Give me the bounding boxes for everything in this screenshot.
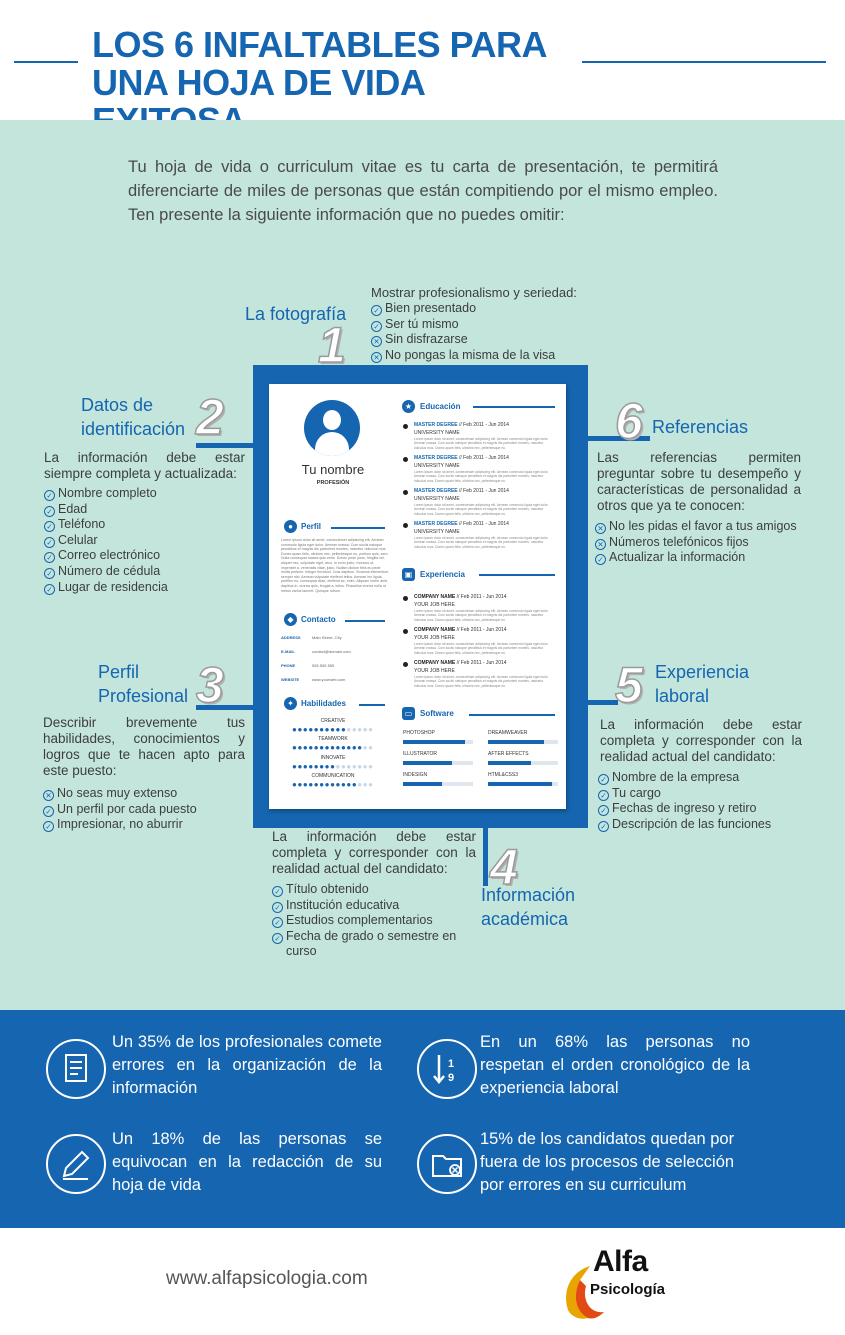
check-circle-icon: ✓	[272, 886, 283, 897]
logo-word: Alfa	[593, 1245, 648, 1278]
check-circle-icon: ✓	[598, 821, 609, 832]
title-line-2: UNA HOJA DE VIDA	[92, 62, 425, 103]
number-2: 2	[196, 389, 224, 445]
svg-text:1: 1	[448, 1058, 455, 1070]
edu-place: UNIVERSITY NAME	[414, 463, 460, 469]
bullet	[403, 662, 408, 667]
list-item-text: Números telefónicos fijos	[609, 534, 749, 549]
list-item-text: Un perfil por cada puesto	[57, 801, 197, 816]
list-item-text: Fechas de ingreso y retiro	[612, 801, 757, 816]
software-bar	[488, 761, 558, 765]
section-2-title-line-1: Datos de	[81, 395, 154, 415]
bullet	[403, 523, 408, 528]
check-circle-icon: ✓	[598, 805, 609, 816]
entry-text: Lorem ipsum dolor sit amet, consectetuer adipiscing elit. Aenean commodo ligula eget dolor. Aenean massa. Cum sociis natoque penatibus et magnis dis parturient montes, nascetur ridiculus mus. Donec quam felis, ultricies nec, pellentesque eu.	[414, 609, 549, 622]
list-item	[44, 502, 168, 518]
section-2-title-line-2: identificación	[81, 419, 186, 439]
software-bar	[488, 782, 558, 786]
exp-company: COMPANY NAME // Feb 2011 - Jun 2014	[414, 660, 507, 666]
list-item	[371, 317, 555, 333]
list-item-text: Bien presentado	[385, 301, 477, 315]
section-4-title-line-2: académica	[481, 909, 569, 929]
skills-icon: ✦	[284, 697, 297, 710]
contact-label: ADDRESS	[281, 635, 301, 640]
edu-degree: MASTER DEGREE // Feb 2011 - Jun 2014	[414, 488, 509, 494]
software-label: ILLUSTRATOR	[403, 751, 437, 757]
list-item-text: No seas muy extenso	[57, 786, 178, 800]
section-1-intro: Mostrar profesionalismo y seriedad:	[371, 285, 577, 300]
check-circle-icon: ✓	[272, 902, 283, 913]
list-item	[371, 332, 555, 348]
divider	[359, 704, 385, 706]
software-bar	[403, 782, 473, 786]
resume-sample	[269, 384, 566, 809]
software-bar	[403, 740, 473, 744]
contact-label: WEBSITE	[281, 677, 300, 682]
software-bar	[403, 761, 473, 765]
resume-perfil-text: Lorem ipsum dolor sit amet, consectetuer adipiscing elit. Aenean commodo ligula eget dolor. Aenean massa. Cum sociis natoque penatibus et magnis dis parturient montes, nascetur ridiculus mus. Donec quam felis, ultricies nec, pellentesque eu, pretium quis, sem. Nulla consequat massa quis enim. Donec pede justo, fringilla vel, aliquet nec, vulputate eget, arcu. In enim justo, rhoncus ut, imperdiet a, venenatis vitae, justo. Nullam dictum felis eu pede mollis pretium. Integer tincidunt. Cras dapibus. Vivamus elementum semper nisi. Aenean vulputate eleifend tellus. Aenean leo ligula, porttitor eu, consequat vitae, eleifend ac, enim. Aliquam lorem ante, dapibus in, viverra quis, feugiat a, tellus. Phasellus viverra nulla ut metus varius laoreet. Quisque rutrum.	[281, 538, 389, 593]
header	[0, 0, 845, 120]
number-3: 3	[196, 657, 224, 713]
check-circle-icon: ✓	[43, 806, 54, 817]
edu-degree: MASTER DEGREE // Feb 2011 - Jun 2014	[414, 455, 509, 461]
contact-label: E-MAIL	[281, 649, 295, 654]
location-pin-icon: ◆	[284, 613, 297, 626]
pencil-icon	[46, 1134, 106, 1194]
list-item	[44, 580, 168, 596]
check-circle-icon: ✓	[598, 790, 609, 801]
check-circle-icon: ✓	[44, 490, 55, 501]
list-item	[43, 817, 197, 833]
cross-circle-icon: ✕	[595, 523, 606, 534]
list-item-text: Nombre de la empresa	[612, 770, 740, 784]
skill-label: TEAMWORK	[318, 736, 348, 742]
number-5: 5	[615, 657, 643, 713]
resume-experiencia-title: Experiencia	[420, 570, 465, 579]
bullet	[403, 629, 408, 634]
list-item-text: Edad	[58, 501, 88, 516]
cross-circle-icon: ✕	[43, 790, 54, 801]
title-line-1: LOS 6 INFALTABLES PARA	[92, 24, 548, 65]
resume-perfil-title: Perfil	[301, 522, 322, 531]
bullet	[403, 596, 408, 601]
section-5-list	[598, 770, 771, 832]
briefcase-icon: ▣	[402, 568, 415, 581]
folder-cross-icon	[417, 1134, 477, 1194]
section-3-text: Describir brevemente tus habilidades, conocimientos y logros que te hacen apto para este puesto:	[43, 715, 245, 778]
section-2-title	[81, 393, 185, 441]
intro-text: Tu hoja de vida o curriculum vitae es tu carta de presentación, te permitirá diferenciarte de miles de personas que están compitiendo por el mismo empleo. Ten presente la siguiente información que no puedes omitir:	[128, 158, 718, 224]
list-item-text: Fecha de grado o semestre en	[286, 928, 457, 943]
list-item	[595, 519, 797, 535]
list-item	[598, 770, 771, 786]
software-label: INDESIGN	[403, 772, 428, 778]
check-circle-icon: ✓	[595, 554, 606, 565]
list-item	[272, 898, 456, 914]
stat-3-text: Un 18% de las personas se equivocan en la redacción de su hoja de vida	[112, 1130, 382, 1194]
section-4-title	[481, 883, 575, 931]
number-6: 6	[615, 393, 643, 449]
list-item-text: No pongas la misma de la visa	[385, 347, 556, 362]
list-item	[44, 517, 168, 533]
list-item	[272, 882, 456, 898]
entry-text: Lorem ipsum dolor sit amet, consectetuer adipiscing elit. Aenean commodo ligula eget dolor. Aenean massa. Cum sociis natoque penatibus et magnis dis parturient montes, nascetur ridiculus mus. Donec quam felis, ultricies nec, pellentesque eu.	[414, 503, 549, 516]
check-circle-icon: ✓	[44, 521, 55, 532]
list-item-text: Descripción de las funciones	[612, 816, 772, 831]
edu-degree: MASTER DEGREE // Feb 2011 - Jun 2014	[414, 521, 509, 527]
edu-place: UNIVERSITY NAME	[414, 430, 460, 436]
list-item	[272, 929, 456, 945]
edu-place: UNIVERSITY NAME	[414, 529, 460, 535]
section-4-text: La información debe estar completa y corresponder con la realidad actual del candidato:	[272, 829, 476, 876]
sort-order-icon	[417, 1039, 477, 1099]
list-item	[371, 301, 555, 317]
exp-job: YOUR JOB HERE	[414, 602, 455, 608]
skill-label: COMMUNICATION	[311, 773, 355, 779]
contact-value: Main Street, City	[312, 635, 342, 640]
software-label: HTML&CSS3	[488, 772, 519, 778]
software-label: PHOTOSHOP	[403, 730, 435, 736]
check-circle-icon: ✓	[371, 305, 382, 316]
list-item	[595, 535, 797, 551]
divider	[331, 527, 385, 529]
divider	[473, 406, 555, 408]
cross-circle-icon: ✕	[371, 352, 382, 363]
resume-profession: PROFESIÓN	[316, 480, 350, 486]
exp-job: YOUR JOB HERE	[414, 635, 455, 641]
check-circle-icon: ✓	[272, 917, 283, 928]
contact-value: contact@domain.com	[312, 649, 351, 654]
divider	[469, 714, 555, 716]
header-rule-left	[14, 61, 78, 63]
section-4-title-line-1: Información	[481, 885, 576, 905]
section-5-text: La información debe estar completa y corresponder con la realidad actual del candidato:	[600, 717, 802, 764]
document-list-icon	[46, 1039, 106, 1099]
list-item-text: Tu cargo	[612, 785, 661, 800]
section-3-title-line-2: Profesional	[98, 686, 189, 706]
check-circle-icon: ✓	[272, 933, 283, 944]
section-3-list	[43, 786, 197, 833]
resume-contacto-title: Contacto	[301, 615, 336, 624]
section-6-list	[595, 519, 797, 566]
skill-dots: ●●●●●●●●●●●●●●●	[292, 780, 374, 789]
list-item	[598, 801, 771, 817]
check-circle-icon: ✓	[44, 506, 55, 517]
contact-value: 555 555 555	[312, 663, 335, 668]
stat-4-text: 15% de los candidatos quedan por fuera de los procesos de selección por errores en su curriculum	[480, 1130, 735, 1194]
number-4: 4	[490, 839, 518, 895]
connector-5	[588, 700, 618, 705]
skill-label: CREATIVE	[320, 718, 346, 724]
monitor-icon: ▭	[402, 707, 415, 720]
list-item-text: No les pidas el favor a tus amigos	[609, 519, 797, 533]
divider	[479, 574, 555, 576]
section-6-text: Las referencias permiten preguntar sobre tu desempeño y características de personalidad a otros que ya te conocen:	[597, 450, 801, 513]
entry-text: Lorem ipsum dolor sit amet, consectetuer adipiscing elit. Aenean commodo ligula eget dolor. Aenean massa. Cum sociis natoque penatibus et magnis dis parturient montes, nascetur ridiculus mus. Donec quam felis, ultricies nec, pellentesque eu.	[414, 470, 549, 483]
exp-company: COMPANY NAME // Feb 2011 - Jun 2014	[414, 627, 507, 633]
list-item-text: Título obtenido	[286, 882, 369, 896]
entry-text: Lorem ipsum dolor sit amet, consectetuer adipiscing elit. Aenean commodo ligula eget dolor. Aenean massa. Cum sociis natoque penatibus et magnis dis parturient montes, nascetur ridiculus mus. Donec quam felis, ultricies nec, pellentesque eu.	[414, 437, 549, 450]
section-6-title: Referencias	[652, 417, 749, 437]
bullet	[403, 457, 408, 462]
list-item-text: Estudios complementarios	[286, 913, 433, 928]
list-item-text: Ser tú mismo	[385, 316, 459, 331]
entry-text: Lorem ipsum dolor sit amet, consectetuer adipiscing elit. Aenean commodo ligula eget dolor. Aenean massa. Cum sociis natoque penatibus et magnis dis parturient montes, nascetur ridiculus mus. Donec quam felis, ultricies nec, pellentesque eu.	[414, 675, 549, 688]
list-item	[598, 786, 771, 802]
contact-value: www.yourweb.com	[312, 677, 346, 682]
stat-1-text: Un 35% de los profesionales comete errores en la organización de la información	[112, 1033, 382, 1097]
section-3-title	[98, 660, 188, 708]
edu-degree: MASTER DEGREE // Feb 2011 - Jun 2014	[414, 422, 509, 428]
list-item-text: Lugar de residencia	[58, 579, 168, 594]
check-circle-icon: ✓	[598, 774, 609, 785]
divider	[345, 620, 385, 622]
skill-dots: ●●●●●●●●●●●●●●●	[292, 725, 374, 734]
contact-label: PHONE	[281, 663, 296, 668]
section-5-title	[655, 660, 749, 708]
section-4-list	[272, 882, 456, 944]
section-1-list	[371, 301, 555, 363]
list-item	[595, 550, 797, 566]
skill-label: INNOVATE	[320, 755, 346, 761]
check-circle-icon: ✓	[44, 552, 55, 563]
section-2-text: La información debe estar siempre completa y actualizada:	[44, 450, 245, 481]
number-1: 1	[318, 317, 346, 373]
list-item	[44, 486, 168, 502]
list-item	[43, 802, 197, 818]
skill-dots: ●●●●●●●●●●●●●●●	[292, 743, 374, 752]
bullet	[403, 490, 408, 495]
entry-text: Lorem ipsum dolor sit amet, consectetuer adipiscing elit. Aenean commodo ligula eget dolor. Aenean massa. Cum sociis natoque penatibus et magnis dis parturient montes, nascetur ridiculus mus. Donec quam felis, ultricies nec, pellentesque eu.	[414, 536, 549, 549]
list-item-text: Celular	[58, 532, 98, 547]
user-icon: ●	[284, 520, 297, 533]
section-5-title-line-1: Experiencia	[655, 662, 750, 682]
list-item	[371, 348, 555, 364]
section-4-list-cont: curso	[286, 944, 317, 958]
check-circle-icon: ✓	[371, 321, 382, 332]
avatar	[304, 400, 360, 456]
section-1-title: La fotografía	[245, 304, 347, 324]
list-item	[598, 817, 771, 833]
website-link[interactable]: www.alfapsicologia.com	[166, 1268, 368, 1289]
skill-dots: ●●●●●●●●●●●●●●●	[292, 762, 374, 771]
resume-name: Tu nombre	[301, 462, 365, 477]
stat-2-text: En un 68% las personas no respetan el orden cronológico de la experiencia laboral	[480, 1033, 750, 1097]
cross-circle-icon: ✕	[371, 336, 382, 347]
exp-job: YOUR JOB HERE	[414, 668, 455, 674]
connector-4	[483, 828, 488, 886]
list-item-text: Correo electrónico	[58, 548, 161, 563]
check-circle-icon: ✓	[44, 537, 55, 548]
list-item	[43, 786, 197, 802]
header-rule-right	[582, 61, 826, 63]
list-item	[44, 548, 168, 564]
software-label: DREAMWEAVER	[488, 730, 528, 736]
software-label: AFTER EFFECTS	[488, 751, 529, 757]
list-item	[44, 564, 168, 580]
section-2-list	[44, 486, 168, 595]
list-item-text: Institución educativa	[286, 897, 400, 912]
list-item	[44, 533, 168, 549]
edu-place: UNIVERSITY NAME	[414, 496, 460, 502]
list-item-text: Teléfono	[58, 517, 106, 532]
exp-company: COMPANY NAME // Feb 2011 - Jun 2014	[414, 594, 507, 600]
resume-habilidades-title: Habilidades	[301, 699, 346, 708]
list-item-text: Nombre completo	[58, 486, 157, 500]
resume-educacion-title: Educación	[420, 402, 461, 411]
svg-text:9: 9	[448, 1072, 455, 1084]
section-5-title-line-2: laboral	[655, 686, 710, 706]
check-circle-icon: ✓	[43, 821, 54, 832]
check-circle-icon: ✓	[44, 584, 55, 595]
star-icon: ★	[402, 400, 415, 413]
list-item-text: Actualizar la información	[609, 550, 746, 565]
logo-subtitle: Psicología	[590, 1281, 666, 1298]
list-item-text: Sin disfrazarse	[385, 332, 468, 347]
check-circle-icon: ✓	[44, 568, 55, 579]
list-item-text: Número de cédula	[58, 563, 161, 578]
software-bar	[488, 740, 558, 744]
list-item-text: Impresionar, no aburrir	[57, 817, 183, 832]
cross-circle-icon: ✕	[595, 539, 606, 550]
entry-text: Lorem ipsum dolor sit amet, consectetuer adipiscing elit. Aenean commodo ligula eget dolor. Aenean massa. Cum sociis natoque penatibus et magnis dis parturient montes, nascetur ridiculus mus. Donec quam felis, ultricies nec, pellentesque eu.	[414, 642, 549, 655]
section-3-title-line-1: Perfil	[98, 662, 140, 682]
list-item	[272, 913, 456, 929]
resume-software-title: Software	[420, 709, 454, 718]
bullet	[403, 424, 408, 429]
